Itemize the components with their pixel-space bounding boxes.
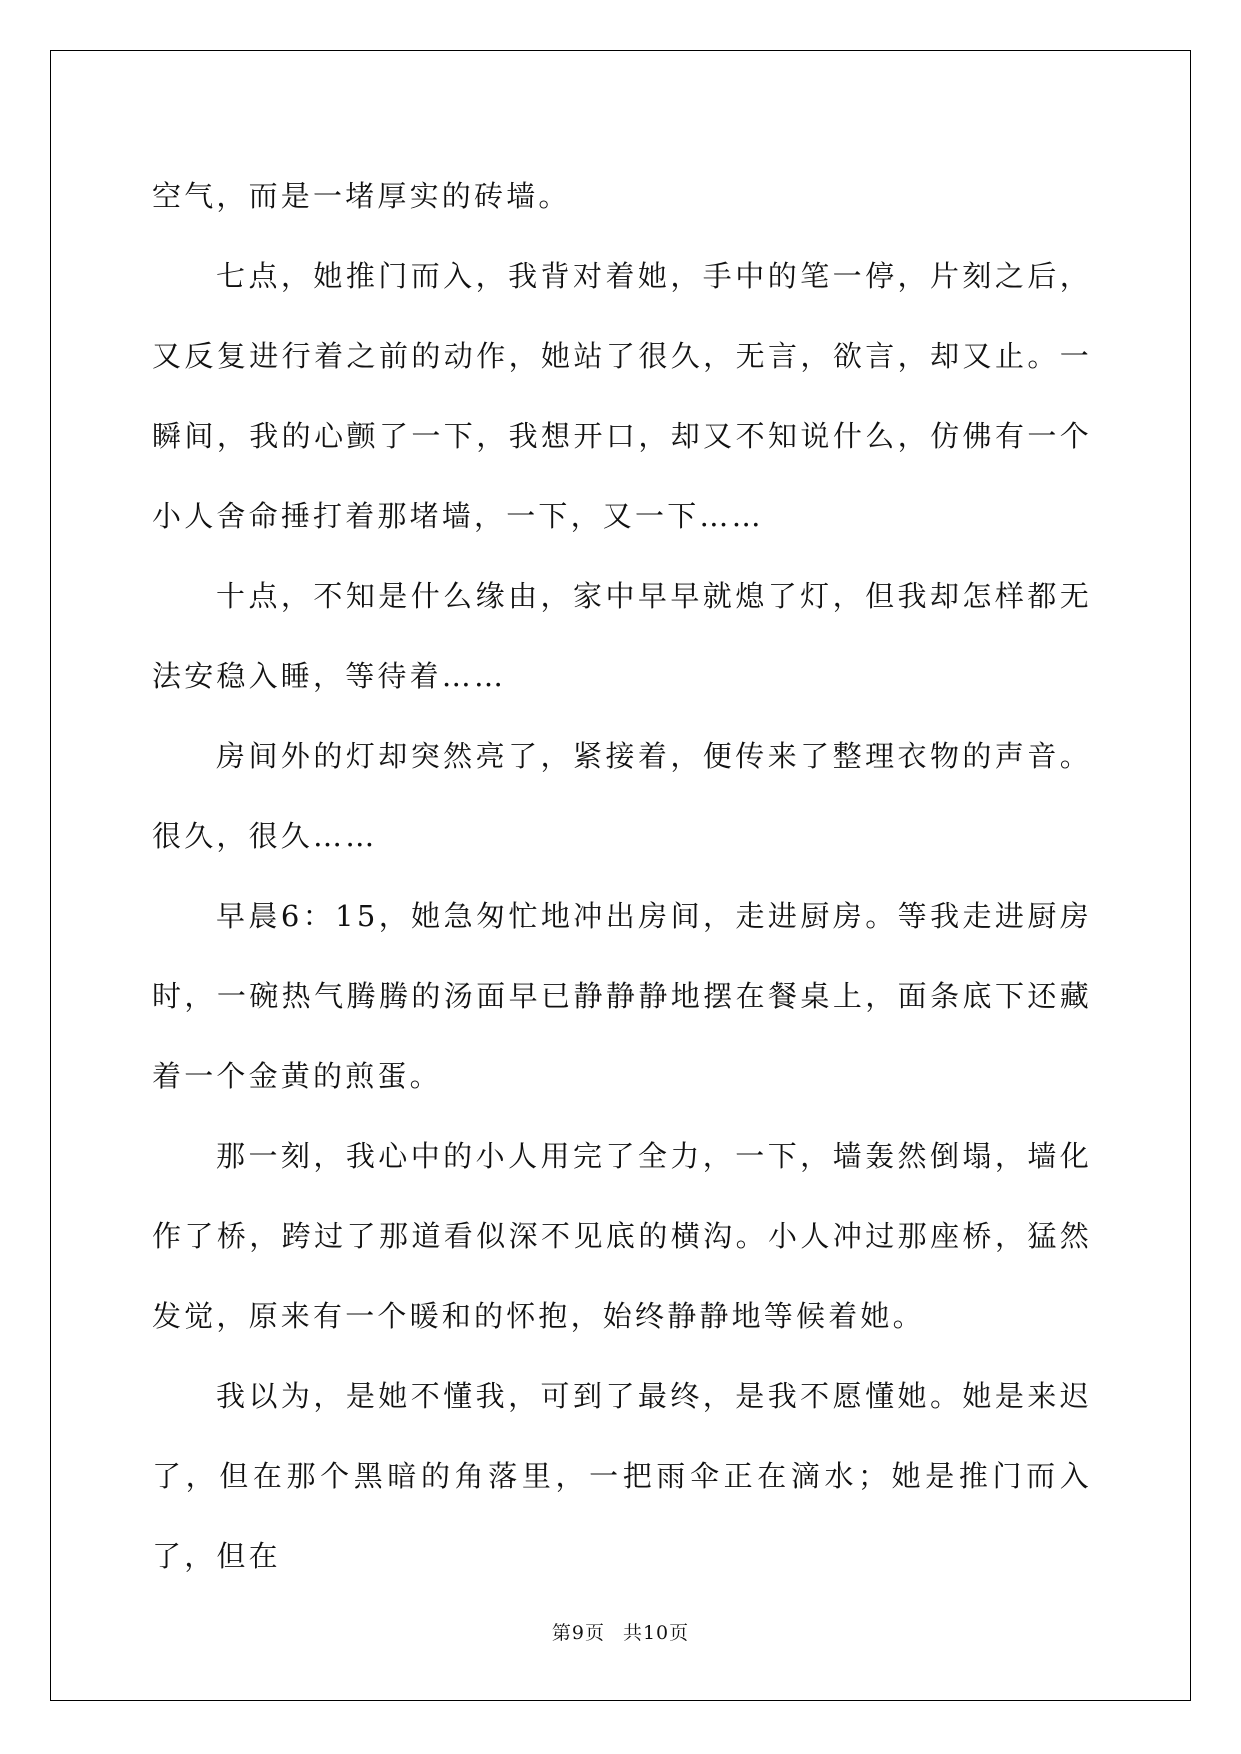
paragraph-7: 我以为，是她不懂我，可到了最终，是我不愿懂她。她是来迟了，但在那个黑暗的角落里，一把雨伞正在滴水；她是推门而入了，但在 xyxy=(152,1379,1092,1573)
paragraph-3: 十点，不知是什么缘由，家中早早就熄了灯，但我却怎样都无法安稳入睡，等待着…… xyxy=(152,579,1092,693)
paragraph-1: 空气，而是一堵厚实的砖墙。 xyxy=(152,179,571,213)
page-number-label: 第9页 xyxy=(551,1622,605,1644)
paragraph-2: 七点，她推门而入，我背对着她，手中的笔一停，片刻之后，又反复进行着之前的动作，她站了很久，无言，欲言，却又止。一瞬间，我的心颤了一下，我想开口，却又不知说什么，仿佛有一个小人舍命捶打着那堵墙，一下，又一下…… xyxy=(152,259,1092,533)
paragraph-6: 那一刻，我心中的小人用完了全力，一下，墙轰然倒塌，墙化作了桥，跨过了那道看似深不见底的横沟。小人冲过那座桥，猛然发觉，原来有一个暖和的怀抱，始终静静地等候着她。 xyxy=(152,1139,1092,1333)
paragraph-4: 房间外的灯却突然亮了，紧接着，便传来了整理衣物的声音。很久，很久…… xyxy=(152,739,1092,853)
page-footer xyxy=(0,1620,1241,1646)
document-body xyxy=(152,156,1092,1596)
paragraph-5: 早晨6：15，她急匆忙地冲出房间，走进厨房。等我走进厨房时，一碗热气腾腾的汤面早已静静静地摆在餐桌上，面条底下还藏着一个金黄的煎蛋。 xyxy=(152,899,1092,1093)
total-pages-label: 共10页 xyxy=(622,1622,690,1644)
